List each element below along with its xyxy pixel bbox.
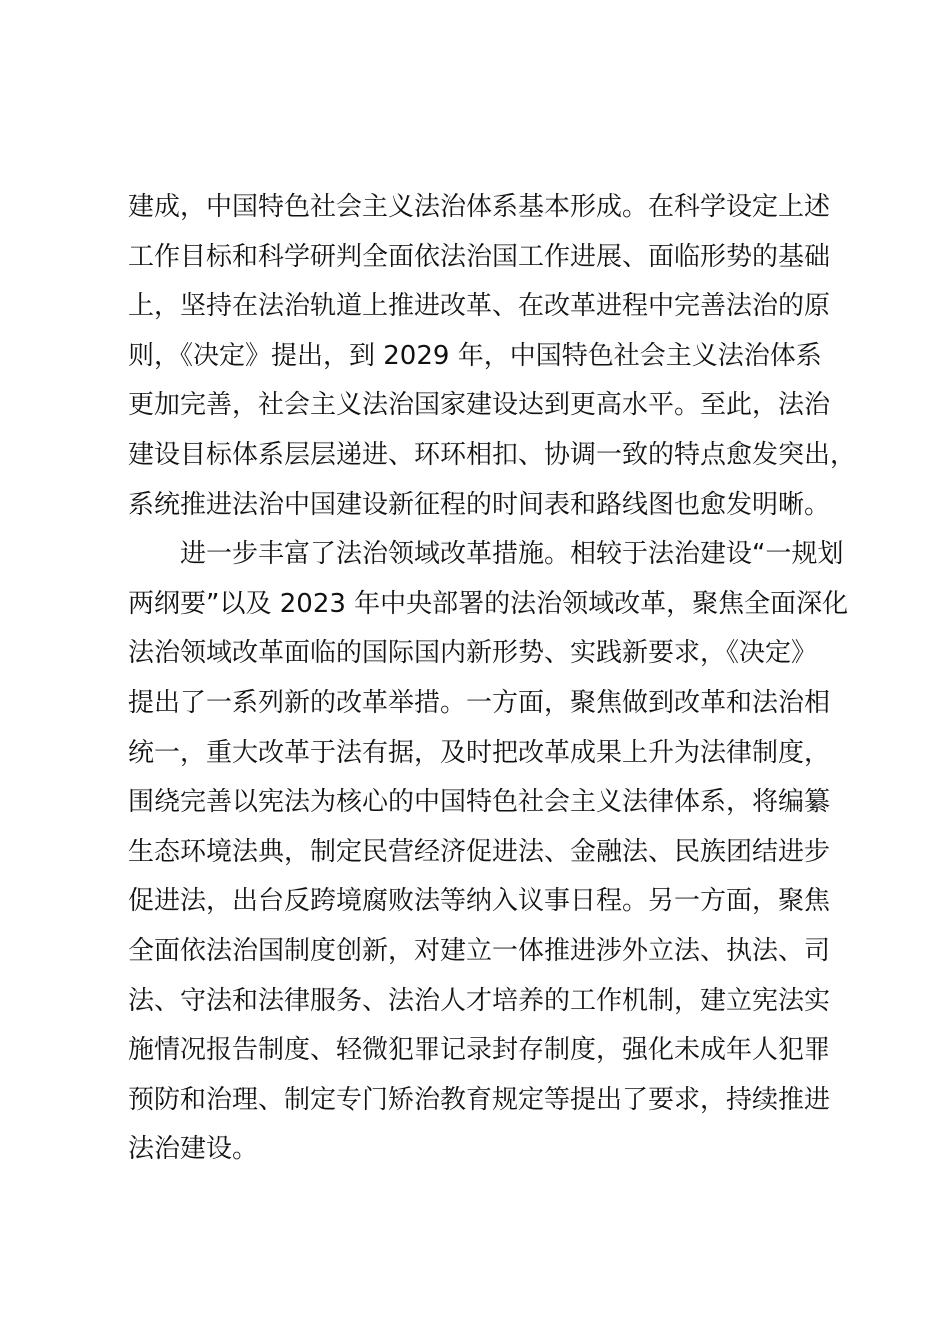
paragraph-line: 更加完善，社会主义法治国家建设达到更高水平。至此，法治 xyxy=(128,390,831,421)
paragraph-line: 促进法，出台反跨境腐败法等纳入议事日程。另一方面，聚焦 xyxy=(128,886,831,917)
paragraph-line: 建设目标体系层层递进、环环相扣、协调一致的特点愈发突出， xyxy=(128,439,857,470)
paragraph-line: 施情况报告制度、轻微犯罪记录封存制度，强化未成年人犯罪 xyxy=(128,1035,831,1066)
paragraph-line: 两纲要”以及 2023 年中央部署的法治领域改革，聚焦全面深化 xyxy=(128,588,849,619)
paragraph-line: 围绕完善以宪法为核心的中国特色社会主义法律体系，将编纂 xyxy=(128,787,831,818)
paragraph-2 xyxy=(128,530,868,1175)
paragraph-line: 预防和治理、制定专门矫治教育规定等提出了要求，持续推进 xyxy=(128,1084,831,1115)
paragraph-line: 全面依法治国制度创新，对建立一体推进涉外立法、执法、司 xyxy=(128,935,831,966)
paragraph-line: 工作目标和科学研判全面依法治国工作进展、面临形势的基础 xyxy=(128,241,831,272)
body-text xyxy=(128,183,868,1175)
paragraph-line: 生态环境法典，制定民营经济促进法、金融法、民族团结进步 xyxy=(128,836,831,867)
paragraph-line: 法治领域改革面临的国际国内新形势、实践新要求，《决定》 xyxy=(128,638,818,669)
paragraph-line: 统一，重大改革于法有据，及时把改革成果上升为法律制度， xyxy=(128,737,831,768)
paragraph-first-line: 进一步丰富了法治领域改革措施。相较于法治建设“一规划 xyxy=(180,539,844,570)
paragraph-line: 则，《决定》提出，到 2029 年，中国特色社会主义法治体系 xyxy=(128,340,822,371)
paragraph-line: 提出了一系列新的改革举措。一方面，聚焦做到改革和法治相 xyxy=(128,687,831,718)
paragraph-1 xyxy=(128,183,868,530)
paragraph-line: 上，坚持在法治轨道上推进改革、在改革进程中完善法治的原 xyxy=(128,291,831,322)
paragraph-line: 建成，中国特色社会主义法治体系基本形成。在科学设定上述 xyxy=(128,192,831,222)
paragraph-line: 系统推进法治中国建设新征程的时间表和路线图也愈发明晰。 xyxy=(128,489,831,520)
paragraph-line: 法、守法和法律服务、法治人才培养的工作机制，建立宪法实 xyxy=(128,985,831,1016)
paragraph-line: 法治建设。 xyxy=(128,1134,259,1165)
